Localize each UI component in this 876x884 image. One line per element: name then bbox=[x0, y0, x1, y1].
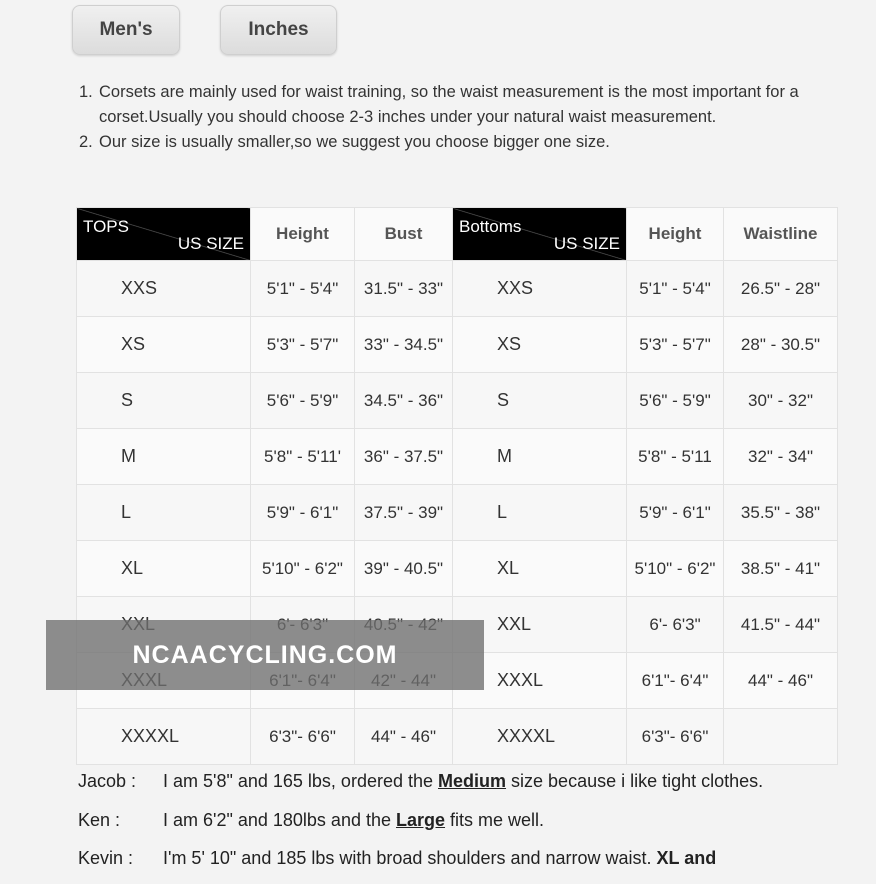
review-text-part: I am 6'2" and 180lbs and the bbox=[163, 809, 396, 830]
bust-cell: 31.5" - 33" bbox=[355, 261, 453, 317]
waistline-cell: 32" - 34" bbox=[724, 429, 838, 485]
waistline-cell: 44" - 46" bbox=[724, 653, 838, 709]
table-row bbox=[77, 485, 838, 541]
review-text bbox=[163, 807, 544, 833]
note-item bbox=[79, 130, 819, 155]
bottoms-size-cell: XXXXL bbox=[453, 709, 627, 765]
bust-cell: 33" - 34.5" bbox=[355, 317, 453, 373]
review-text-part: fits me well. bbox=[445, 809, 545, 830]
bottoms-height-cell: 5'10" - 6'2" bbox=[627, 541, 724, 597]
bottoms-size-cell: M bbox=[453, 429, 627, 485]
review-item bbox=[78, 807, 868, 846]
bottoms-size-header bbox=[453, 208, 627, 261]
review-size-highlight: Medium bbox=[438, 771, 507, 791]
note-item bbox=[79, 80, 819, 130]
tops-size-header bbox=[77, 208, 251, 261]
size-notes bbox=[79, 80, 819, 155]
tops-size-cell: XXS bbox=[77, 261, 251, 317]
bottoms-size-cell: XL bbox=[453, 541, 627, 597]
note-text: Corsets are mainly used for waist training, so the waist measurement is the most important for a corset.Usually you should choose 2-3 inches under your natural waist measurement. bbox=[99, 83, 799, 126]
waistline-cell: 26.5" - 28" bbox=[724, 261, 838, 317]
waistline-cell: 30" - 32" bbox=[724, 373, 838, 429]
tops-size-cell: XXXXL bbox=[77, 709, 251, 765]
review-text bbox=[163, 768, 763, 794]
note-number: 1. bbox=[79, 83, 93, 101]
review-text-part: size because i like tight clothes. bbox=[506, 771, 764, 791]
height-header: Height bbox=[627, 208, 724, 261]
bottoms-height-cell: 5'9" - 6'1" bbox=[627, 485, 724, 541]
bottoms-size-cell: XXL bbox=[453, 597, 627, 653]
bottoms-height-cell: 6'1"- 6'4" bbox=[627, 653, 724, 709]
tops-height-cell: 5'1" - 5'4" bbox=[251, 261, 355, 317]
bottoms-height-cell: 5'8" - 5'11 bbox=[627, 429, 724, 485]
table-header-row bbox=[77, 208, 838, 261]
table-row bbox=[77, 541, 838, 597]
us-size-label: US SIZE bbox=[553, 234, 620, 253]
bust-header: Bust bbox=[355, 208, 453, 261]
tops-label: TOPS bbox=[83, 217, 129, 236]
tops-size-cell: L bbox=[77, 485, 251, 541]
bust-cell: 36" - 37.5" bbox=[355, 429, 453, 485]
bottoms-size-cell: L bbox=[453, 485, 627, 541]
bottoms-label: Bottoms bbox=[459, 217, 522, 236]
waistline-cell: 28" - 30.5" bbox=[724, 317, 838, 373]
bottoms-height-cell: 5'1" - 5'4" bbox=[627, 261, 724, 317]
review-text-part: I'm 5' 10" and 185 lbs with broad shoulders and narrow waist. bbox=[163, 848, 657, 868]
table-row bbox=[77, 317, 838, 373]
bottoms-size-cell: XS bbox=[453, 317, 627, 373]
tops-size-cell: XL bbox=[77, 541, 251, 597]
tops-size-cell: M bbox=[77, 429, 251, 485]
bottoms-size-cell: S bbox=[453, 373, 627, 429]
tops-size-cell: XS bbox=[77, 317, 251, 373]
bust-cell: 37.5" - 39" bbox=[355, 485, 453, 541]
reviewer-name: Jacob : bbox=[78, 771, 137, 791]
tops-size-cell: S bbox=[77, 373, 251, 429]
tops-height-cell: 5'8" - 5'11' bbox=[251, 429, 355, 485]
bottoms-size-cell: XXS bbox=[453, 261, 627, 317]
bust-cell: 34.5" - 36" bbox=[355, 373, 453, 429]
table-row bbox=[77, 709, 838, 765]
bust-cell: 44" - 46" bbox=[355, 709, 453, 765]
reviewer-name: Kevin : bbox=[78, 848, 134, 868]
note-number: 2. bbox=[79, 133, 93, 151]
note-text: Our size is usually smaller,so we suggest you choose bigger one size. bbox=[99, 133, 610, 151]
table-row bbox=[77, 261, 838, 317]
waistline-cell bbox=[724, 709, 838, 765]
gender-button[interactable]: Men's bbox=[72, 5, 180, 55]
waistline-header: Waistline bbox=[724, 208, 838, 261]
tops-height-cell: 5'10" - 6'2" bbox=[251, 541, 355, 597]
tops-height-cell: 5'6" - 5'9" bbox=[251, 373, 355, 429]
bottoms-height-cell: 6'- 6'3" bbox=[627, 597, 724, 653]
bust-cell: 39" - 40.5" bbox=[355, 541, 453, 597]
review-size-highlight: XL and bbox=[656, 848, 717, 868]
waistline-cell: 38.5" - 41" bbox=[724, 541, 838, 597]
bottoms-height-cell: 6'3"- 6'6" bbox=[627, 709, 724, 765]
waistline-cell: 35.5" - 38" bbox=[724, 485, 838, 541]
watermark-banner: NCAACYCLING.COM bbox=[46, 620, 484, 690]
bottoms-size-cell: XXXL bbox=[453, 653, 627, 709]
review-text bbox=[163, 845, 716, 871]
table-row bbox=[77, 429, 838, 485]
us-size-label: US SIZE bbox=[177, 234, 244, 253]
review-text-part: I am 5'8" and 165 lbs, ordered the bbox=[163, 771, 439, 791]
unit-button[interactable]: Inches bbox=[220, 5, 337, 55]
bottoms-height-cell: 5'6" - 5'9" bbox=[627, 373, 724, 429]
review-size-highlight: Large bbox=[396, 809, 446, 830]
bottoms-height-cell: 5'3" - 5'7" bbox=[627, 317, 724, 373]
reviewer-name: Ken : bbox=[78, 809, 121, 830]
review-item bbox=[78, 845, 868, 884]
height-header: Height bbox=[251, 208, 355, 261]
waistline-cell: 41.5" - 44" bbox=[724, 597, 838, 653]
tops-height-cell: 6'3"- 6'6" bbox=[251, 709, 355, 765]
tops-height-cell: 5'9" - 6'1" bbox=[251, 485, 355, 541]
customer-reviews bbox=[78, 768, 868, 884]
tops-height-cell: 5'3" - 5'7" bbox=[251, 317, 355, 373]
table-row bbox=[77, 373, 838, 429]
review-item bbox=[78, 768, 868, 807]
